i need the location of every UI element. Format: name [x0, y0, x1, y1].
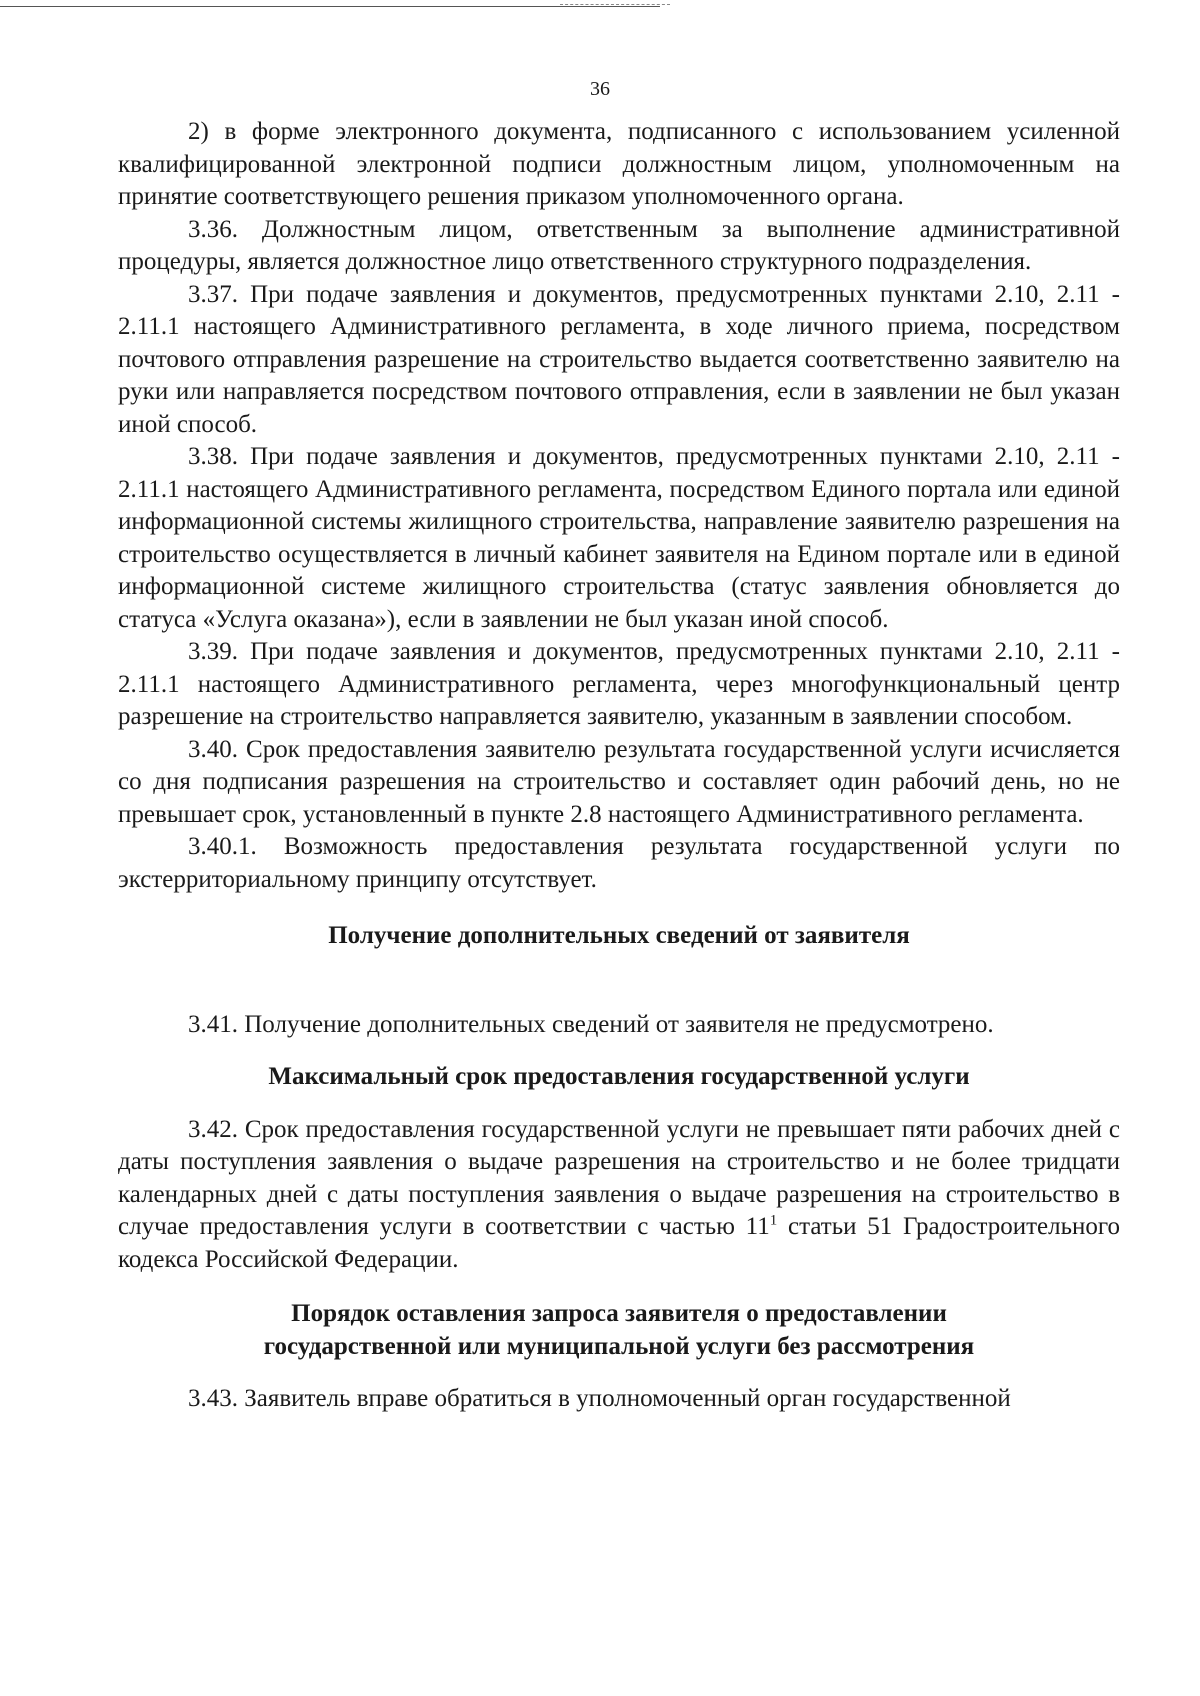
heading-additional-info: Получение дополнительных сведений от заявителя: [328, 922, 910, 949]
superscript-index: 1: [769, 1212, 778, 1229]
paragraph-3-42: [118, 1114, 1120, 1277]
scan-top-edge-line: [0, 6, 660, 7]
paragraph-3-40-1: 3.40.1. Возможность предоставления результата государственной услуги по экстерриториальному принципу отсутствует.: [118, 833, 1120, 893]
heading-no-review-line1: Порядок оставления запроса заявителя о предоставлении: [291, 1300, 947, 1327]
scan-top-edge-dash: [560, 4, 670, 5]
page-number: 36: [590, 78, 610, 100]
paragraph-3-42-text: 3.42. Срок предоставления государственной услуги не превышает пяти рабочих дней с даты поступления заявления о выдаче разрешения на строительство и не более тридцати календарных дней с даты поступления заявления о выдаче разрешения на строительство в случае предоставления услуги в соответствии с частью 11: [118, 1115, 1120, 1240]
heading-no-review: [118, 1298, 1120, 1363]
heading-max-term: Максимальный срок предоставления государственной услуги: [268, 1063, 970, 1090]
paragraph-3-38: 3.38. При подаче заявления и документов, предусмотренных пунктами 2.10, 2.11 - 2.11.1 настоящего Административного регламента, посредством Единого портала или единой информационной системы жилищного строительства, направление заявителю разрешения на строительство осуществляется в личный кабинет заявителя на Едином портале или в единой информационной системе жилищного строительства (статус заявления обновляется до статуса «Услуга оказана»), если в заявлении не был указан иной способ.: [118, 443, 1120, 633]
heading-no-review-line2: государственной или муниципальной услуги без рассмотрения: [263, 1332, 975, 1360]
paragraph-3-40: 3.40. Срок предоставления заявителю результата государственной услуги исчисляется со дня подписания разрешения на строительство и составляет один рабочий день, но не превышает срок, установленный в пункте 2.8 настоящего Административного регламента.: [118, 735, 1120, 828]
paragraph-3-41: 3.41. Получение дополнительных сведений от заявителя не предусмотрено.: [188, 1010, 994, 1038]
paragraph-3-37: 3.37. При подаче заявления и документов, предусмотренных пунктами 2.10, 2.11 - 2.11.1 настоящего Административного регламента, в ходе личного приема, посредством почтового отправления разрешение на строительство выдается соответственно заявителю на руки или направляется посредством почтового отправления, если в заявлении не был указан иной способ.: [118, 280, 1120, 438]
paragraph-3-43: 3.43. Заявитель вправе обратиться в уполномоченный орган государственной: [188, 1385, 1011, 1412]
paragraph-2-electronic-form: 2) в форме электронного документа, подписанного с использованием усиленной квалифицированной электронной подписи должностным лицом, уполномоченным на принятие соответствующего решения приказом уполномоченного органа.: [118, 118, 1120, 210]
document-body: [118, 116, 1120, 1416]
paragraph-3-36: 3.36. Должностным лицом, ответственным за выполнение административной процедуры, является должностное лицо ответственного структурного подразделения.: [118, 215, 1120, 275]
paragraph-3-39: 3.39. При подаче заявления и документов, предусмотренных пунктами 2.10, 2.11 - 2.11.1 настоящего Административного регламента, через многофункциональный центр разрешение на строительство направляется заявителю, указанным в заявлении способом.: [118, 638, 1120, 730]
paragraph-3-42-text-end: статьи 51 Градостроительного кодекса Российской Федерации.: [118, 1213, 1120, 1273]
